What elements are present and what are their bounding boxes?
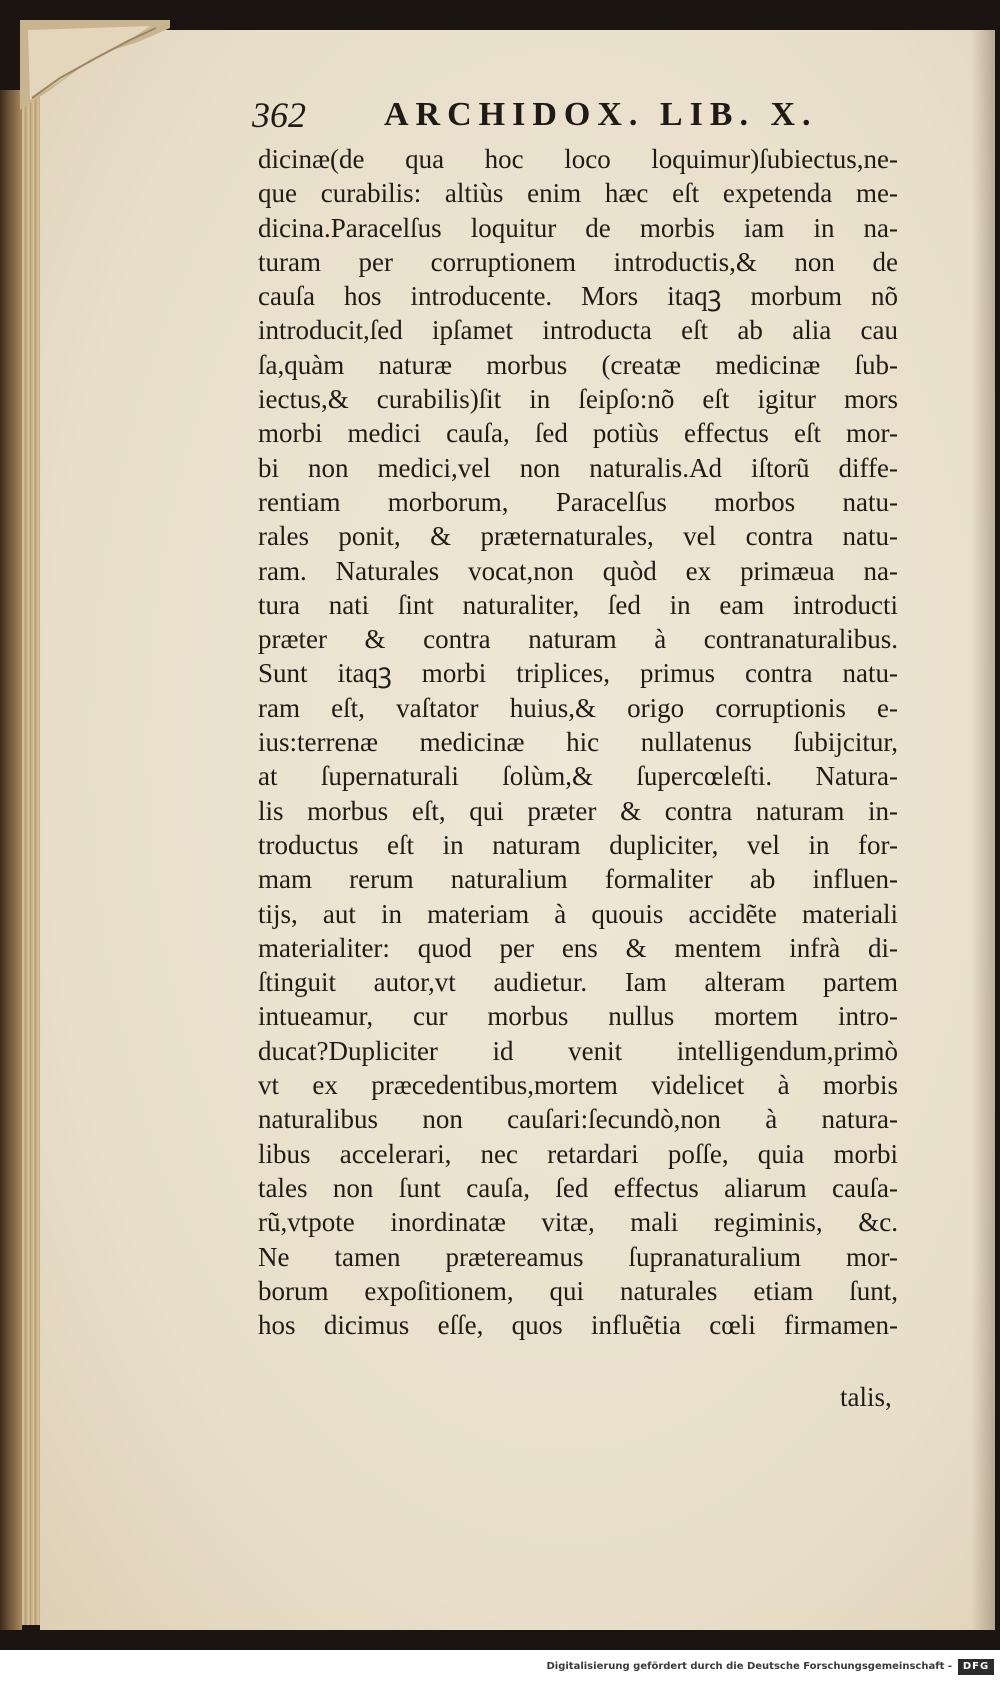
text-line: vt ex præcedentibus,mortem videlicet à morbis xyxy=(258,1070,898,1101)
text-line: rales ponit, & præternaturales, vel contra natu- xyxy=(258,521,898,552)
text-line: hos dicimus eſſe, quos influẽtia cœli firmamen- xyxy=(258,1310,898,1341)
dfg-logo-icon: DFG xyxy=(958,1659,994,1675)
text-line: ram eſt, vaſtator huius,& origo corruptionis e- xyxy=(258,692,898,723)
torn-corner-icon xyxy=(20,20,170,110)
text-line: borum expoſitionem, qui naturales etiam ſunt, xyxy=(258,1275,898,1306)
text-line: rentiam morborum, Paracelſus morbos natu- xyxy=(258,486,898,517)
page-gutter-shadow xyxy=(971,30,995,1630)
text-line: Ne tamen prætereamus ſupranaturalium mor- xyxy=(258,1241,898,1272)
text-line: turam per corruptionem introductis,& non de xyxy=(258,246,898,277)
text-line: naturalibus non cauſari:ſecundò,non à natura- xyxy=(258,1104,898,1135)
body-text xyxy=(258,142,898,1342)
text-line: morbi medici cauſa, ſed potiùs effectus eſt mor- xyxy=(258,418,898,449)
text-line: ducat?Dupliciter id venit intelligendum,primò xyxy=(258,1035,898,1066)
text-line: materialiter: quod per ens & mentem infrà di- xyxy=(258,932,898,963)
book-spine-edge xyxy=(0,90,22,1630)
text-line: introducit,ſed ipſamet introducta eſt ab alia cau xyxy=(258,315,898,346)
running-head-title: ARCHIDOX. LIB. X. xyxy=(384,96,818,133)
text-line: libus accelerari, nec retardari poſſe, quia morbi xyxy=(258,1138,898,1169)
text-line: ius:terrenæ medicinæ hic nullatenus ſubijcitur, xyxy=(258,727,898,758)
text-line: mam rerum naturalium formaliter ab influen- xyxy=(258,864,898,895)
text-line: dicina.Paracelſus loquitur de morbis iam in na- xyxy=(258,212,898,243)
text-line: iectus,& curabilis)ſit in ſeipſo:nõ eſt igitur mors xyxy=(258,384,898,415)
text-line: lis morbus eſt, qui præter & contra naturam in- xyxy=(258,795,898,826)
funding-credit: Digitalisierung gefördert durch die Deutsche Forschungsgemeinschaft - xyxy=(546,1661,952,1672)
text-line: tura nati ſint naturaliter, ſed in eam introducti xyxy=(258,589,898,620)
text-line: dicinæ(de qua hoc loco loquimur)ſubiectus,ne- xyxy=(258,144,898,174)
page-number: 362 xyxy=(252,95,306,135)
text-line: præter & contra naturam à contranaturalibus. xyxy=(258,624,898,655)
text-line: Sunt itaqꝫ morbi triplices, primus contra natu- xyxy=(258,658,898,689)
digitization-footer xyxy=(0,1650,1000,1683)
text-line: ram. Naturales vocat,non quòd ex primæua na- xyxy=(258,555,898,586)
text-line: intueamur, cur morbus nullus mortem intro- xyxy=(258,1001,898,1032)
text-line: ſa,quàm naturæ morbus (creatæ medicinæ ſub- xyxy=(258,349,898,380)
catchword: talis, xyxy=(840,1382,892,1412)
text-line: tales non ſunt cauſa, ſed effectus aliarum cauſa- xyxy=(258,1172,898,1203)
text-line: que curabilis: altiùs enim hæc eſt expetenda me- xyxy=(258,178,898,209)
text-line: cauſa hos introducente. Mors itaqꝫ morbum nõ xyxy=(258,281,898,312)
text-line: ſtinguit autor,vt audietur. Iam alteram partem xyxy=(258,967,898,998)
text-line: troductus eſt in naturam dupliciter, vel in for- xyxy=(258,829,898,860)
running-head xyxy=(252,92,892,138)
text-line: at ſupernaturali ſolùm,& ſupercœleſti. Natura- xyxy=(258,761,898,792)
text-line: tijs, aut in materiam à quouis accidẽte materiali xyxy=(258,898,898,929)
text-line: rũ,vtpote inordinatæ vitæ, mali regiminis, &c. xyxy=(258,1207,898,1238)
text-line: bi non medici,vel non naturalis.Ad iſtorũ diffe- xyxy=(258,452,898,483)
